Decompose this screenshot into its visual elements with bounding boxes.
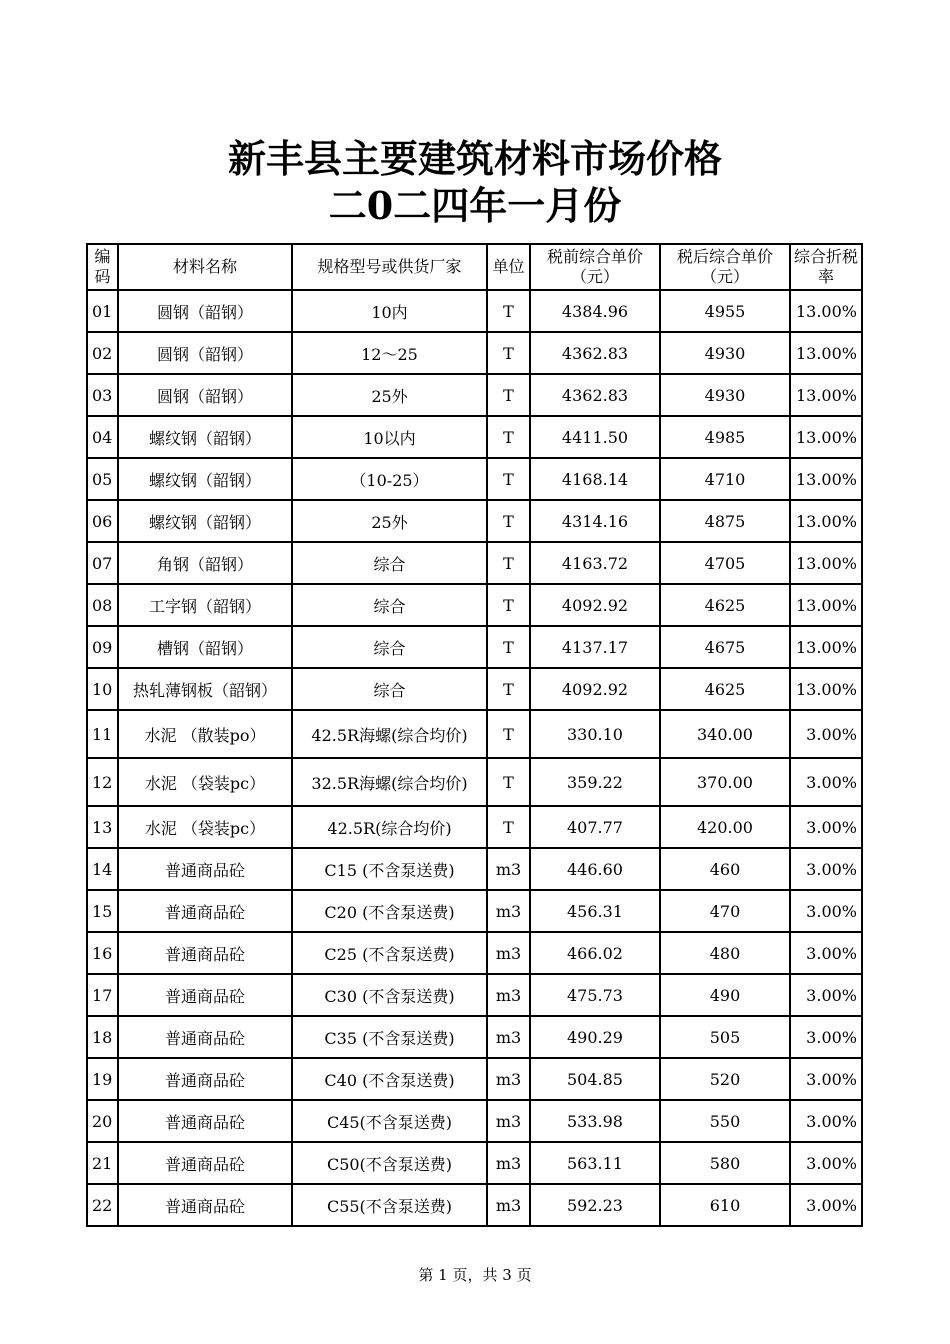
cell-unit: m3 [487,1058,530,1100]
cell-name: 螺纹钢（韶钢） [118,500,292,542]
cell-spec: C20 (不含泵送费) [292,890,487,932]
table-row [87,542,862,584]
cell-rate: 13.00% [790,374,862,416]
cell-posttax: 490 [660,974,790,1016]
cell-rate: 13.00% [790,584,862,626]
page-title: 新丰县主要建筑材料市场价格 [227,136,722,181]
cell-posttax: 4705 [660,542,790,584]
cell-unit: m3 [487,1184,530,1226]
cell-spec: 42.5R(综合均价) [292,806,487,848]
cell-posttax: 460 [660,848,790,890]
cell-posttax: 520 [660,1058,790,1100]
cell-pretax: 4163.72 [530,542,660,584]
table-header-row [87,244,862,290]
cell-code: 18 [87,1016,118,1058]
cell-spec: 综合 [292,668,487,710]
cell-pretax: 475.73 [530,974,660,1016]
table-row [87,668,862,710]
table-row [87,374,862,416]
table-row [87,458,862,500]
cell-rate: 13.00% [790,626,862,668]
cell-unit: m3 [487,848,530,890]
cell-code: 21 [87,1142,118,1184]
table-row [87,584,862,626]
cell-code: 14 [87,848,118,890]
cell-unit: T [487,542,530,584]
cell-code: 16 [87,932,118,974]
table-row [87,290,862,332]
cell-unit: m3 [487,974,530,1016]
page-subtitle: 二0二四年一月份 [328,183,622,228]
cell-pretax: 4092.92 [530,584,660,626]
cell-name: 水泥 （袋装pc） [118,806,292,848]
cell-pretax: 456.31 [530,890,660,932]
header-spec: 规格型号或供货厂家 [292,244,487,290]
cell-code: 02 [87,332,118,374]
cell-rate: 3.00% [790,1058,862,1100]
cell-spec: 10以内 [292,416,487,458]
cell-unit: m3 [487,1142,530,1184]
cell-rate: 3.00% [790,806,862,848]
header-rate: 综合折税率 [790,244,862,290]
cell-unit: T [487,668,530,710]
cell-spec: 42.5R海螺(综合均价) [292,710,487,758]
table-row [87,890,862,932]
table-row [87,1184,862,1226]
cell-name: 普通商品砼 [118,1184,292,1226]
cell-posttax: 4930 [660,332,790,374]
cell-spec: 12～25 [292,332,487,374]
cell-posttax: 340.00 [660,710,790,758]
header-unit: 单位 [487,244,530,290]
cell-rate: 13.00% [790,290,862,332]
cell-pretax: 4362.83 [530,374,660,416]
cell-name: 普通商品砼 [118,1016,292,1058]
table-row [87,932,862,974]
table-row [87,416,862,458]
cell-rate: 3.00% [790,848,862,890]
table-row [87,758,862,806]
table-row [87,1100,862,1142]
cell-spec: C40 (不含泵送费) [292,1058,487,1100]
cell-pretax: 563.11 [530,1142,660,1184]
cell-posttax: 370.00 [660,758,790,806]
cell-name: 工字钢（韶钢） [118,584,292,626]
table-row [87,500,862,542]
cell-pretax: 4092.92 [530,668,660,710]
cell-rate: 3.00% [790,890,862,932]
page-footer: 第 1 页，共 3 页 [418,1266,532,1284]
cell-name: 普通商品砼 [118,974,292,1016]
cell-unit: T [487,626,530,668]
cell-posttax: 4675 [660,626,790,668]
cell-name: 圆钢（韶钢） [118,332,292,374]
cell-pretax: 504.85 [530,1058,660,1100]
cell-rate: 3.00% [790,1184,862,1226]
cell-unit: m3 [487,1016,530,1058]
cell-unit: T [487,758,530,806]
cell-spec: C35 (不含泵送费) [292,1016,487,1058]
cell-pretax: 4137.17 [530,626,660,668]
cell-name: 槽钢（韶钢） [118,626,292,668]
cell-unit: T [487,458,530,500]
cell-name: 普通商品砼 [118,932,292,974]
cell-posttax: 420.00 [660,806,790,848]
cell-posttax: 610 [660,1184,790,1226]
cell-unit: T [487,416,530,458]
cell-pretax: 446.60 [530,848,660,890]
header-name: 材料名称 [118,244,292,290]
cell-spec: 10内 [292,290,487,332]
cell-unit: T [487,500,530,542]
cell-pretax: 533.98 [530,1100,660,1142]
cell-rate: 13.00% [790,416,862,458]
cell-posttax: 480 [660,932,790,974]
cell-pretax: 4384.96 [530,290,660,332]
cell-name: 水泥 （散装po） [118,710,292,758]
cell-code: 01 [87,290,118,332]
cell-name: 热轧薄钢板（韶钢） [118,668,292,710]
cell-code: 09 [87,626,118,668]
cell-code: 15 [87,890,118,932]
cell-name: 普通商品砼 [118,1142,292,1184]
table-row [87,1016,862,1058]
table-row [87,1058,862,1100]
cell-rate: 3.00% [790,710,862,758]
cell-unit: T [487,710,530,758]
cell-rate: 3.00% [790,932,862,974]
cell-code: 11 [87,710,118,758]
cell-posttax: 470 [660,890,790,932]
cell-rate: 3.00% [790,758,862,806]
cell-name: 普通商品砼 [118,848,292,890]
cell-spec: C15 (不含泵送费) [292,848,487,890]
cell-pretax: 359.22 [530,758,660,806]
cell-rate: 13.00% [790,668,862,710]
cell-rate: 13.00% [790,458,862,500]
table-row [87,848,862,890]
cell-posttax: 4930 [660,374,790,416]
cell-spec: 25外 [292,500,487,542]
cell-unit: T [487,290,530,332]
cell-spec: 25外 [292,374,487,416]
cell-unit: T [487,806,530,848]
cell-unit: m3 [487,932,530,974]
table-row [87,806,862,848]
cell-posttax: 580 [660,1142,790,1184]
cell-rate: 13.00% [790,500,862,542]
cell-code: 04 [87,416,118,458]
cell-posttax: 4955 [660,290,790,332]
cell-pretax: 330.10 [530,710,660,758]
cell-code: 06 [87,500,118,542]
cell-posttax: 4625 [660,584,790,626]
cell-name: 普通商品砼 [118,890,292,932]
table-row [87,332,862,374]
cell-code: 19 [87,1058,118,1100]
cell-spec: C25 (不含泵送费) [292,932,487,974]
cell-spec: 综合 [292,626,487,668]
cell-posttax: 505 [660,1016,790,1058]
header-posttax: 税后综合单价（元） [660,244,790,290]
table-row [87,626,862,668]
cell-unit: m3 [487,890,530,932]
cell-rate: 3.00% [790,1016,862,1058]
cell-pretax: 466.02 [530,932,660,974]
cell-spec: 综合 [292,542,487,584]
cell-spec: （10-25） [292,458,487,500]
cell-unit: m3 [487,1100,530,1142]
cell-unit: T [487,374,530,416]
cell-rate: 3.00% [790,1142,862,1184]
cell-pretax: 4168.14 [530,458,660,500]
cell-name: 螺纹钢（韶钢） [118,416,292,458]
cell-name: 普通商品砼 [118,1100,292,1142]
cell-rate: 13.00% [790,542,862,584]
cell-posttax: 4985 [660,416,790,458]
cell-name: 普通商品砼 [118,1058,292,1100]
cell-name: 水泥 （袋装pc） [118,758,292,806]
table-body [87,290,862,1226]
cell-spec: C50(不含泵送费) [292,1142,487,1184]
cell-unit: T [487,584,530,626]
cell-spec: C45(不含泵送费) [292,1100,487,1142]
table-row [87,1142,862,1184]
cell-rate: 3.00% [790,1100,862,1142]
cell-code: 03 [87,374,118,416]
cell-pretax: 592.23 [530,1184,660,1226]
cell-posttax: 550 [660,1100,790,1142]
cell-code: 12 [87,758,118,806]
cell-posttax: 4710 [660,458,790,500]
cell-rate: 3.00% [790,974,862,1016]
cell-name: 圆钢（韶钢） [118,290,292,332]
cell-spec: 综合 [292,584,487,626]
price-table [86,243,863,1227]
cell-code: 05 [87,458,118,500]
cell-spec: 32.5R海螺(综合均价) [292,758,487,806]
cell-code: 17 [87,974,118,1016]
cell-spec: C30 (不含泵送费) [292,974,487,1016]
cell-spec: C55(不含泵送费) [292,1184,487,1226]
cell-code: 20 [87,1100,118,1142]
cell-code: 22 [87,1184,118,1226]
table-row [87,710,862,758]
cell-code: 08 [87,584,118,626]
cell-code: 07 [87,542,118,584]
cell-pretax: 490.29 [530,1016,660,1058]
cell-unit: T [487,332,530,374]
cell-name: 圆钢（韶钢） [118,374,292,416]
cell-name: 角钢（韶钢） [118,542,292,584]
cell-posttax: 4625 [660,668,790,710]
cell-pretax: 4362.83 [530,332,660,374]
cell-name: 螺纹钢（韶钢） [118,458,292,500]
cell-posttax: 4875 [660,500,790,542]
cell-pretax: 4411.50 [530,416,660,458]
header-code: 编码 [87,244,118,290]
cell-pretax: 4314.16 [530,500,660,542]
cell-code: 13 [87,806,118,848]
header-pretax: 税前综合单价（元） [530,244,660,290]
cell-code: 10 [87,668,118,710]
cell-rate: 13.00% [790,332,862,374]
cell-pretax: 407.77 [530,806,660,848]
table-row [87,974,862,1016]
